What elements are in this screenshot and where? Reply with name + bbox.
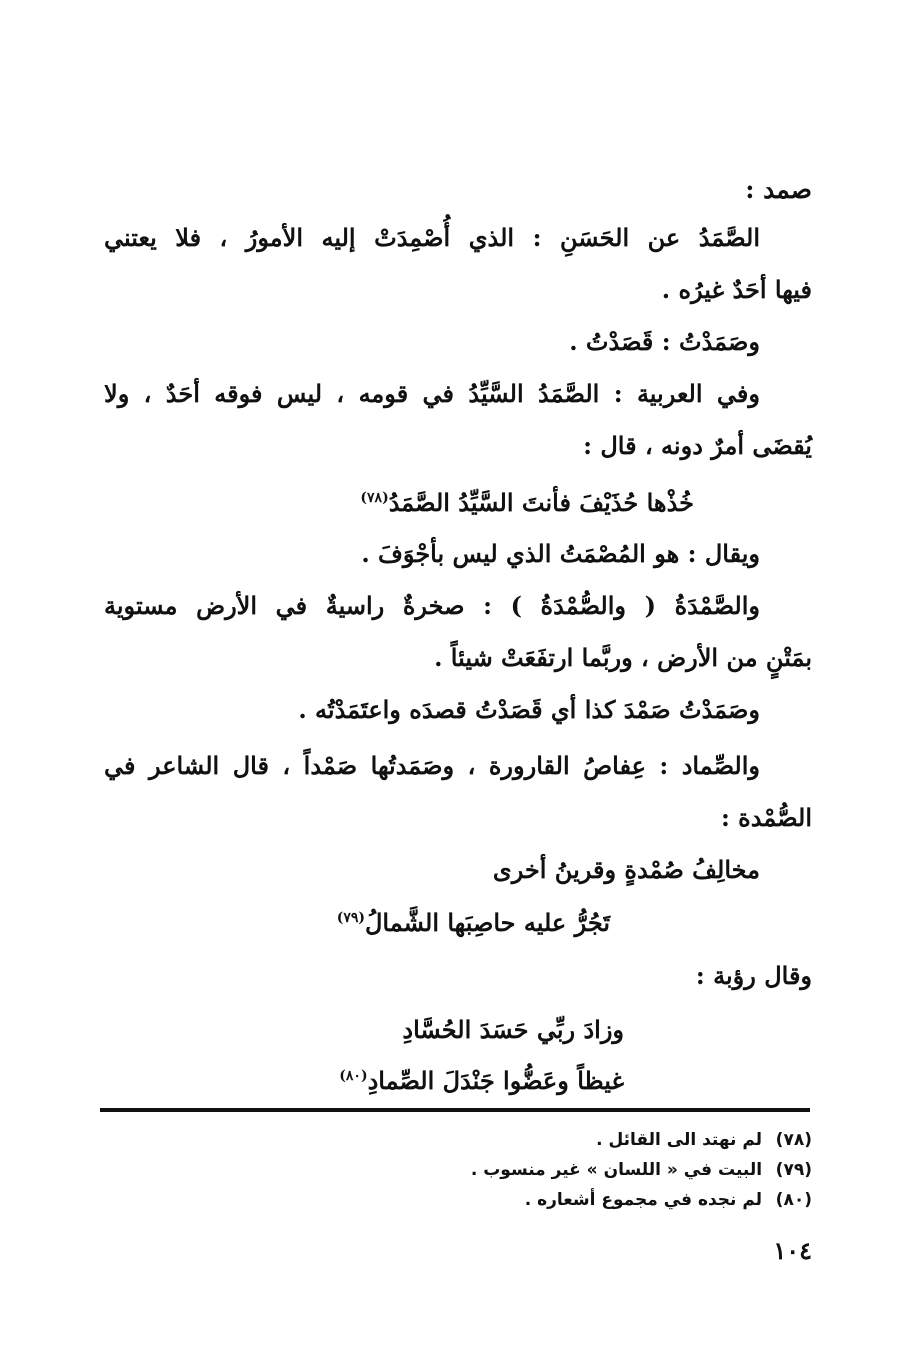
verse-line <box>337 898 610 943</box>
paragraph-line: وصَمَدْتُ : قَصَدْتُ . <box>569 327 760 356</box>
footnote-number: (٧٩) <box>775 1160 812 1180</box>
paragraph-line: يُقضَى أمرٌ دونه ، قال : <box>583 431 812 460</box>
paragraph-line: الصَّمَدُ عن الحَسَنِ : الذي أُصْمِدَتْ إليه الأمورُ ، فلا يعتني <box>104 223 760 252</box>
footnote-text: لم نهتد الى القائل . <box>596 1130 763 1150</box>
verse-line: وزادَ ربِّي حَسَدَ الحُسَّادِ <box>402 1015 624 1044</box>
paragraph-line: وفي العربية : الصَّمَدُ السَّيِّدُ في قومه ، ليس فوقه أحَدٌ ، ولا <box>104 379 760 408</box>
paragraph-line: الصُّمْدة : <box>720 803 812 832</box>
page-number: ١٠٤ <box>773 1236 812 1265</box>
footnote-ref: (٧٨) <box>360 490 389 506</box>
footnote-text: البيت في « اللسان » غير منسوب . <box>470 1160 763 1180</box>
footnote-text: لم نجده في مجموع أشعاره . <box>524 1190 763 1210</box>
entry-heading: صمد : <box>745 175 812 204</box>
paragraph-line: وقال رؤبة : <box>695 961 812 990</box>
paragraph-line: فيها أحَدٌ غيرُه . <box>661 275 812 304</box>
footnote-ref: (٧٩) <box>336 910 365 926</box>
paragraph-line: بمَتْنٍ من الأرض ، وربَّما ارتفَعَتْ شيئاً . <box>434 643 812 672</box>
paragraph-line: ويقال : هو المُصْمَتُ الذي ليس بأجْوَفَ . <box>361 539 760 568</box>
footnote <box>596 1126 812 1154</box>
verse-line <box>360 478 694 523</box>
verse-text: خُذْها حُذَيْفَ فأنتَ السَّيِّدُ الصَّمَدُ <box>388 488 694 517</box>
footnote-divider <box>100 1108 810 1112</box>
footnote-ref: (٨٠) <box>339 1068 368 1084</box>
footnote-number: (٨٠) <box>775 1190 812 1210</box>
paragraph-line: والصِّماد : عِفاصُ القارورة ، وصَمَدتُها صَمْداً ، قال الشاعر في <box>104 751 760 780</box>
footnote <box>525 1186 812 1214</box>
verse-line <box>339 1056 624 1101</box>
footnote <box>471 1156 812 1184</box>
verse-line: مخالِفُ صُمْدةٍ وقرينُ أخرى <box>492 855 760 884</box>
verse-text: تَجُرُّ عليه حاصِبَها الشَّمالُ <box>364 908 610 937</box>
paragraph-line: وصَمَدْتُ صَمْدَ كذا أي قَصَدْتُ قصدَه واعتَمَدْتُه . <box>298 695 760 724</box>
paragraph-line: والصَّمْدَةُ ( والصُّمْدَةُ ) : صخرةٌ راسيةٌ في الأرض مستوية <box>104 591 760 620</box>
verse-text: غيظاً وعَضُّوا جَنْدَلَ الصِّمادِ <box>367 1066 624 1095</box>
footnote-number: (٧٨) <box>775 1130 812 1150</box>
